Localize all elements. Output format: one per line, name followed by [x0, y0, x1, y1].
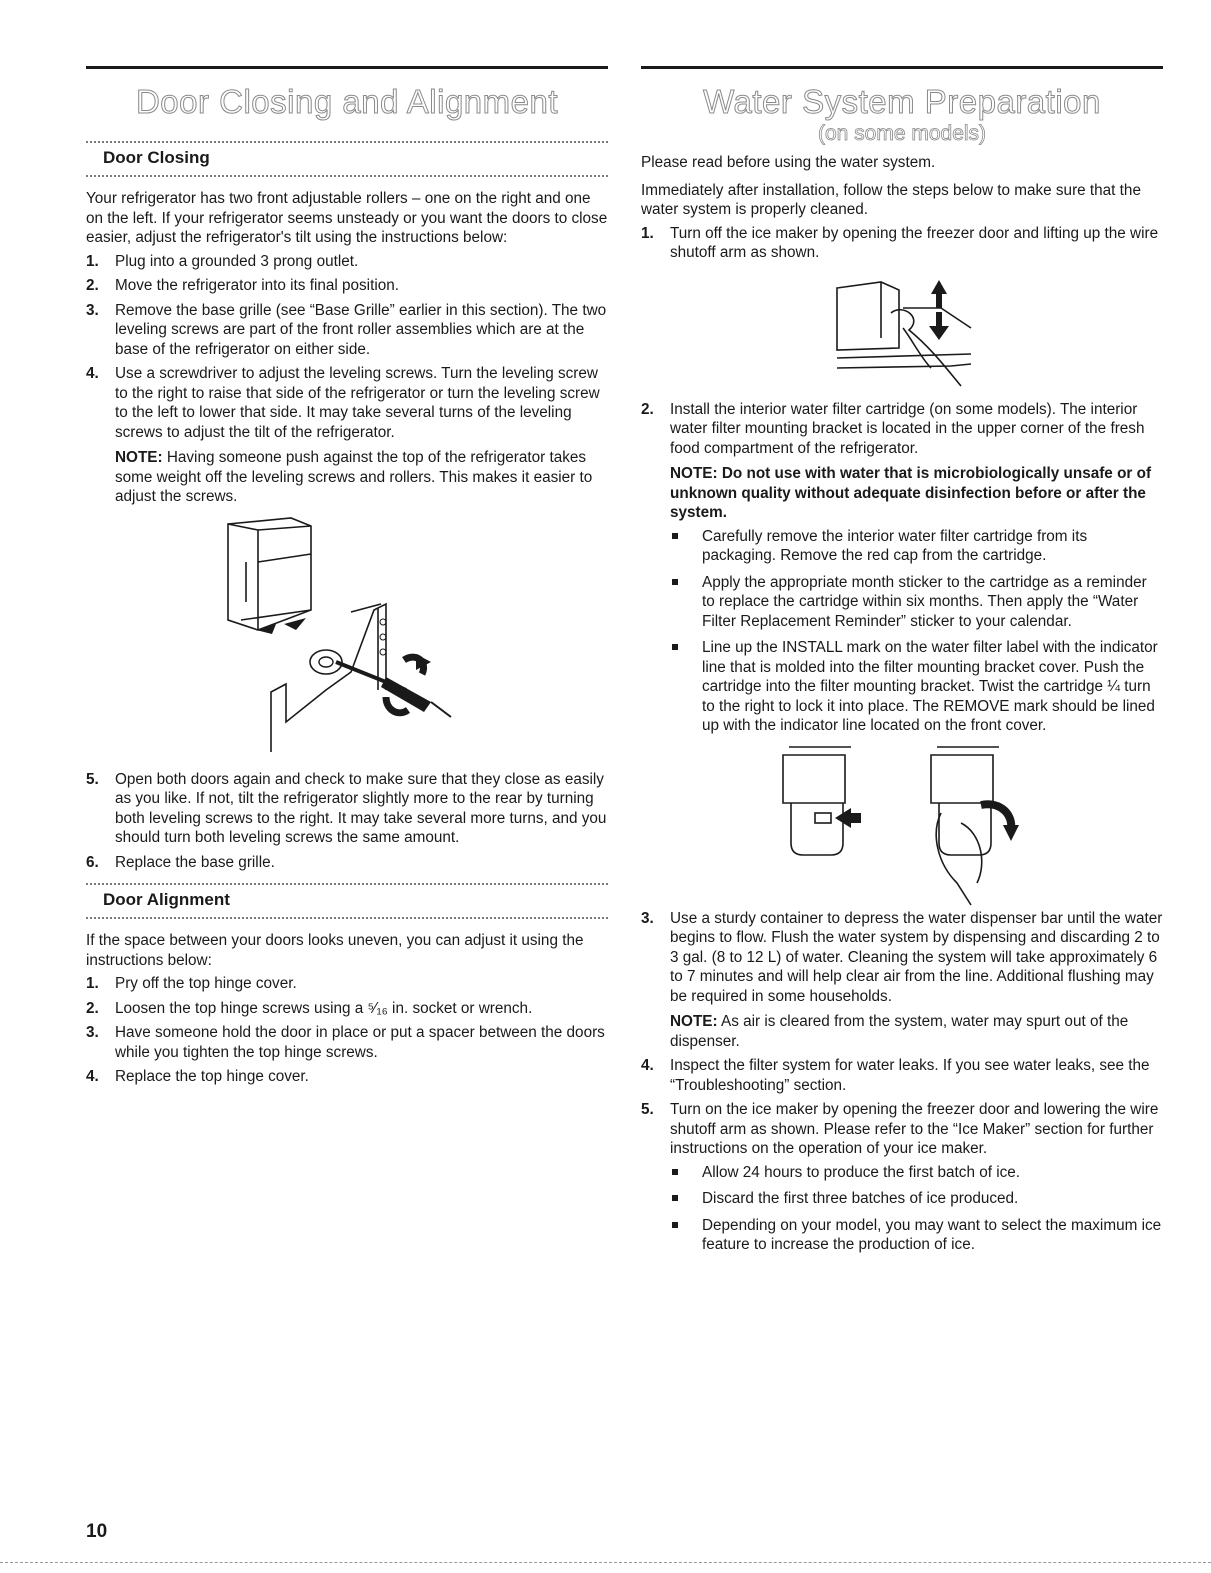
note-text: As air is cleared from the system, water may spurt out of the dispenser. — [670, 1013, 1129, 1050]
left-column — [86, 66, 608, 1092]
step-number: 1. — [86, 975, 99, 992]
list-item — [86, 974, 608, 994]
step-number: 5. — [641, 1101, 654, 1118]
list-item — [86, 276, 608, 296]
step-text: Use a screwdriver to adjust the leveling screws. Turn the leveling screw to the right to raise that side of the refrigerator or turn the leveling screw to the left to lower that side. It may take several turns of the leveling screws to adjust the tilt of the refrigerator. — [115, 365, 600, 441]
bullet-square-icon — [672, 579, 678, 585]
section-title: Water System Preparation — [703, 83, 1101, 120]
step-number: 4. — [86, 1068, 99, 1085]
dotted-rule — [86, 175, 608, 177]
water-system-steps-final — [641, 909, 1163, 1255]
door-closing-heading: Door Closing — [103, 148, 210, 167]
list-item — [641, 1100, 1163, 1255]
note-label: NOTE: — [115, 449, 163, 466]
step-number: 2. — [86, 277, 99, 294]
step-text: Move the refrigerator into its final position. — [115, 277, 399, 294]
page-number: 10 — [86, 1521, 108, 1542]
filter-bullets — [670, 527, 1163, 736]
list-item — [670, 638, 1163, 736]
step-number: 6. — [86, 853, 99, 871]
step-number: 2. — [641, 400, 654, 418]
list-item — [86, 853, 608, 873]
step-text: Replace the top hinge cover. — [115, 1068, 309, 1085]
section-subtitle: (on some models) — [817, 122, 987, 145]
door-alignment-steps — [86, 974, 608, 1087]
list-item — [641, 224, 1163, 263]
step-number: 3. — [86, 301, 99, 319]
bullet-text: Line up the INSTALL mark on the water filter label with the indicator line that is molded into the filter mounting bracket cover. Push the cartridge into the filter mounting bracket. Twist the cartridge ¼ turn to the right to lock it into place. The REMOVE mark should be lined up with the indicator line located on the front cover. — [702, 639, 1158, 734]
list-item — [641, 1056, 1163, 1095]
step-text: Replace the base grille. — [115, 853, 275, 871]
list-item — [670, 1216, 1163, 1255]
step-text: Pry off the top hinge cover. — [115, 975, 297, 992]
dotted-rule — [86, 917, 608, 919]
door-closing-intro: Your refrigerator has two front adjustable rollers – one on the right and one on the left. If your refrigerator seems unsteady or you want the doors to close easier, adjust the refrigerator's tilt using the instructions below: — [86, 190, 608, 246]
top-rule — [641, 66, 1163, 69]
step-number: 4. — [86, 365, 99, 382]
step-text: Have someone hold the door in place or put a spacer between the doors while you tighten the top hinge screws. — [115, 1024, 605, 1061]
list-item — [86, 770, 608, 848]
warning-note: NOTE: Do not use with water that is microbiologically unsafe or of unknown quality without adequate disinfection before or after the system. — [670, 465, 1152, 521]
note-label: NOTE: — [670, 1013, 718, 1030]
list-item — [86, 1023, 608, 1062]
bullet-text: Discard the first three batches of ice produced. — [702, 1190, 1019, 1207]
step-text: Turn off the ice maker by opening the freezer door and lifting up the wire shutoff arm as shown. — [670, 224, 1159, 261]
list-item — [86, 252, 608, 272]
door-alignment-heading: Door Alignment — [103, 890, 230, 909]
bullet-text: Depending on your model, you may want to select the maximum ice feature to increase the production of ice. — [702, 1216, 1162, 1253]
bottom-rule — [0, 1562, 1211, 1563]
note — [115, 448, 608, 507]
list-item — [86, 1067, 608, 1087]
door-alignment-intro: If the space between your doors looks uneven, you can adjust it using the instructions below: — [86, 932, 584, 969]
step-number: 1. — [86, 252, 99, 270]
filter-cartridge-illustration — [641, 743, 1163, 909]
step-number: 1. — [641, 224, 654, 242]
bullet-square-icon — [672, 1169, 678, 1175]
bullet-square-icon — [672, 533, 678, 539]
step-text: Open both doors again and check to make sure that they close as easily as you like. If not, tilt the refrigerator slightly more to the rear by turning both leveling screws to the right. It may take several more turns, and you should turn both leveling screws the same amount. — [115, 770, 607, 846]
step-number: 3. — [641, 909, 654, 927]
step-text: Plug into a grounded 3 prong outlet. — [115, 252, 359, 270]
bullet-square-icon — [672, 1222, 678, 1228]
section-title: Door Closing and Alignment — [135, 83, 559, 120]
step-number: 4. — [641, 1057, 654, 1074]
step-text: Loosen the top hinge screws using a ⁵⁄₁₆ in. socket or wrench. — [115, 999, 533, 1017]
list-item — [641, 909, 1163, 1052]
door-closing-steps — [86, 252, 608, 507]
list-item — [670, 1163, 1163, 1183]
intro-text: Immediately after installation, follow the steps below to make sure that the water system is properly cleaned. — [641, 181, 1141, 218]
list-item — [670, 527, 1163, 566]
ice-maker-bullets — [670, 1163, 1163, 1255]
list-item — [670, 1189, 1163, 1209]
list-item — [641, 400, 1163, 736]
water-system-steps-continued — [641, 400, 1163, 736]
step-text: Turn on the ice maker by opening the freezer door and lowering the wire shutoff arm as shown. Please refer to the “Ice Maker” section for further instructions on the operation of your ice maker. — [670, 1101, 1159, 1157]
step-text: Remove the base grille (see “Base Grille” earlier in this section). The two leveling screws are part of the front roller assemblies which are at the base of the refrigerator on either side. — [115, 301, 607, 358]
bullet-text: Apply the appropriate month sticker to the cartridge as a reminder to replace the cartridge within six months. Then apply the “Water Filter Replacement Reminder” sticker to your calendar. — [702, 573, 1147, 630]
note-text: Having someone push against the top of the refrigerator takes some weight off the leveling screws and rollers. This makes it easier to adjust the screws. — [115, 449, 593, 505]
door-closing-steps-continued — [86, 770, 608, 873]
step-number: 3. — [86, 1024, 99, 1041]
step-number: 5. — [86, 770, 99, 788]
dotted-rule — [86, 141, 608, 143]
list-item — [86, 364, 608, 507]
ice-maker-shutoff-illustration — [641, 268, 1163, 400]
step-number: 2. — [86, 999, 99, 1017]
step-text: Use a sturdy container to depress the water dispenser bar until the water begins to flow. Flush the water system by dispensing and discarding 2 to 3 gal. (8 to 12 L) of water. Cleaning the system will take approximately 6 to 7 minutes and will help clear air from the line. Additional flushing may be required in some households. — [670, 909, 1163, 1005]
top-rule — [86, 66, 608, 69]
bullet-square-icon — [672, 1195, 678, 1201]
intro-text: Please read before using the water system. — [641, 154, 936, 171]
step-text: Install the interior water filter cartridge (on some models). The interior water filter mounting bracket is located in the upper corner of the fresh food compartment of the refrigerator. — [670, 400, 1145, 457]
dotted-rule — [86, 883, 608, 885]
bullet-text: Allow 24 hours to produce the first batch of ice. — [702, 1163, 1021, 1181]
bullet-text: Carefully remove the interior water filter cartridge from its packaging. Remove the red cap from the cartridge. — [702, 527, 1088, 564]
list-item — [670, 573, 1163, 632]
right-column — [641, 66, 1163, 1262]
bullet-square-icon — [672, 644, 678, 650]
list-item — [86, 999, 608, 1019]
water-system-steps — [641, 224, 1163, 263]
list-item — [86, 301, 608, 360]
note — [670, 1012, 1163, 1051]
step-text: Inspect the filter system for water leaks. If you see water leaks, see the “Troubleshooting” section. — [670, 1057, 1150, 1094]
leveling-screw-illustration — [86, 512, 608, 770]
